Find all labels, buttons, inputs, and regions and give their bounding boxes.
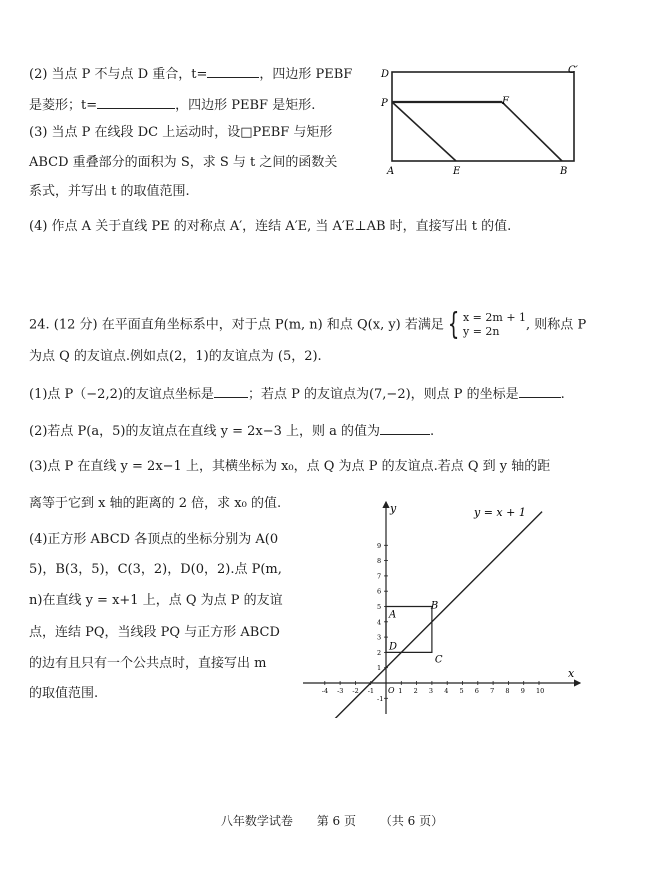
x-tick-label: 2 [413, 687, 418, 695]
q24-part1-text-a: (1)点 P（−2,2)的友谊点坐标是 [29, 387, 214, 402]
q24-part1-text-b: ；若点 P 的友谊点为(7,−2)，则点 P 的坐标是 [247, 387, 519, 402]
q23-rectangle-figure [378, 60, 588, 180]
footer-page-number: 第 6 页 [316, 814, 356, 828]
page-footer [0, 812, 664, 829]
q24-part4-line2: 5)，B(3，5)，C(3，2)，D(0，2).点 P(m, [29, 562, 282, 577]
y-tick-label: 9 [377, 541, 382, 550]
label-a: A [387, 166, 395, 177]
q23-part3-line1: (3) 当点 P 在线段 DC 上运动时，设□PEBF 与矩形 [29, 125, 333, 140]
x-tick-label: 6 [474, 687, 479, 695]
answer-blank[interactable] [519, 384, 561, 398]
q23-part2-text-a: (2) 当点 P 不与点 D 重合，t= [29, 67, 208, 82]
q24-part4-line5: 的边有且只有一个公共点时，直接写出 m [29, 656, 267, 671]
q24-part4-line3: n)在直线 y = x+1 上，点 Q 为点 P 的友谊 [29, 593, 283, 608]
x-tick-label: 1 [398, 687, 403, 695]
footer-page-total: （共 6 页） [379, 814, 444, 828]
point-d-label: D [389, 641, 398, 653]
rectangle-abcd [392, 72, 574, 161]
q23-part3-line3: 系式，并写出 t 的取值范围. [29, 184, 190, 199]
label-e: E [453, 166, 461, 177]
q24-part3-line1: (3)点 P 在直线 y = 2x−1 上，其横坐标为 x₀，点 Q 为点 P 的友谊点.若点 Q 到 y 轴的距 [29, 459, 551, 474]
y-tick-label: 7 [377, 572, 382, 581]
x-tick-label: 10 [536, 687, 545, 695]
label-p: P [381, 98, 388, 109]
q23-part2-text-d: ，四边形 PEBF 是矩形. [175, 98, 316, 113]
q23-part2-line1 [29, 64, 352, 84]
q24-part4-line6: 的取值范围. [29, 686, 99, 701]
line-equation-label: y = x + 1 [474, 506, 526, 519]
x-tick-label: 8 [505, 687, 510, 695]
x-tick-label: -4 [321, 687, 329, 695]
x-tick-label: -2 [352, 687, 359, 695]
x-tick-label: -1 [367, 687, 375, 695]
q24-intro-line2: 为点 Q 的友谊点.例如点(2，1)的友谊点为 (5，2). [29, 349, 322, 364]
x-axis-label: x [568, 667, 575, 680]
q23-part2-line2 [29, 95, 315, 115]
segment-fb [502, 102, 562, 161]
footer-title: 八年数学试卷 [220, 814, 293, 828]
x-tick-label: 5 [459, 687, 464, 695]
y-tick-label: 1 [377, 664, 382, 673]
q24-equation-1: x = 2m + 1 [462, 311, 527, 324]
point-a-label: A [389, 609, 397, 621]
y-tick-label: 6 [377, 587, 382, 596]
q23-part3-line2: ABCD 重叠部分的面积为 S，求 S 与 t 之间的函数关 [29, 155, 338, 170]
brace-icon: { [447, 307, 460, 342]
q24-intro-line1 [29, 307, 587, 342]
x-tick-label: 7 [490, 687, 495, 695]
q24-equation-2: y = 2n [462, 325, 500, 338]
label-d: D [381, 69, 390, 80]
q24-part4-line4: 点，连结 PQ，当线段 PQ 与正方形 ABCD [29, 625, 280, 640]
y-axis-label: y [390, 502, 397, 515]
x-tick-label: 3 [428, 687, 434, 695]
y-tick-label: 5 [377, 603, 382, 611]
answer-blank[interactable] [207, 64, 259, 78]
segment-pe [392, 102, 456, 161]
x-tick-label: -3 [337, 687, 344, 695]
answer-blank[interactable] [380, 421, 430, 435]
y-tick-label: 8 [377, 557, 382, 566]
q24-equation-system [444, 307, 527, 342]
q23-part4: (4) 作点 A 关于直线 PE 的对称点 A′，连结 A′E, 当 A′E⊥AB 时，直接写出 t 的值. [29, 219, 512, 234]
q24-part2 [29, 421, 434, 441]
point-b-label: B [430, 600, 439, 612]
q23-part2-text-b: ，四边形 PEBF [259, 67, 353, 82]
x-tick-label: 9 [520, 687, 525, 695]
q23-part2-text-c: 是菱形；t= [29, 98, 98, 113]
q24-intro-text-a: 24. (12 分) 在平面直角坐标系中，对于点 P(m, n) 和点 Q(x, y) 若满足 [29, 317, 444, 333]
q24-intro-text-b: , 则称点 P [526, 317, 587, 333]
label-b: B [560, 166, 568, 177]
y-tick-label: 4 [377, 618, 382, 627]
y-tick-label: -1 [377, 694, 384, 703]
y-tick-label: 2 [377, 648, 382, 657]
label-f: F [502, 96, 509, 107]
y-tick-label: 3 [377, 633, 382, 642]
x-tick-label: 4 [444, 687, 449, 695]
answer-blank[interactable] [97, 95, 175, 109]
q24-coordinate-graph [298, 496, 588, 718]
q24-part1-text-c: . [560, 387, 565, 402]
q24-part2-text-a: (2)若点 P(a，5)的友谊点在直线 y = 2x−3 上，则 a 的值为 [29, 424, 381, 439]
q24-part4-line1: (4)正方形 ABCD 各顶点的坐标分别为 A(0 [29, 532, 279, 547]
q24-part2-text-b: . [430, 424, 435, 439]
label-c: C′ [568, 65, 578, 76]
point-c-label: C [434, 654, 443, 666]
origin-label: O [388, 686, 395, 695]
answer-blank[interactable] [214, 384, 248, 398]
line-y-equals-x-plus-1 [331, 512, 545, 718]
q24-part1 [29, 384, 565, 404]
q24-part3-line2: 离等于它到 x 轴的距离的 2 倍，求 x₀ 的值. [29, 496, 282, 511]
